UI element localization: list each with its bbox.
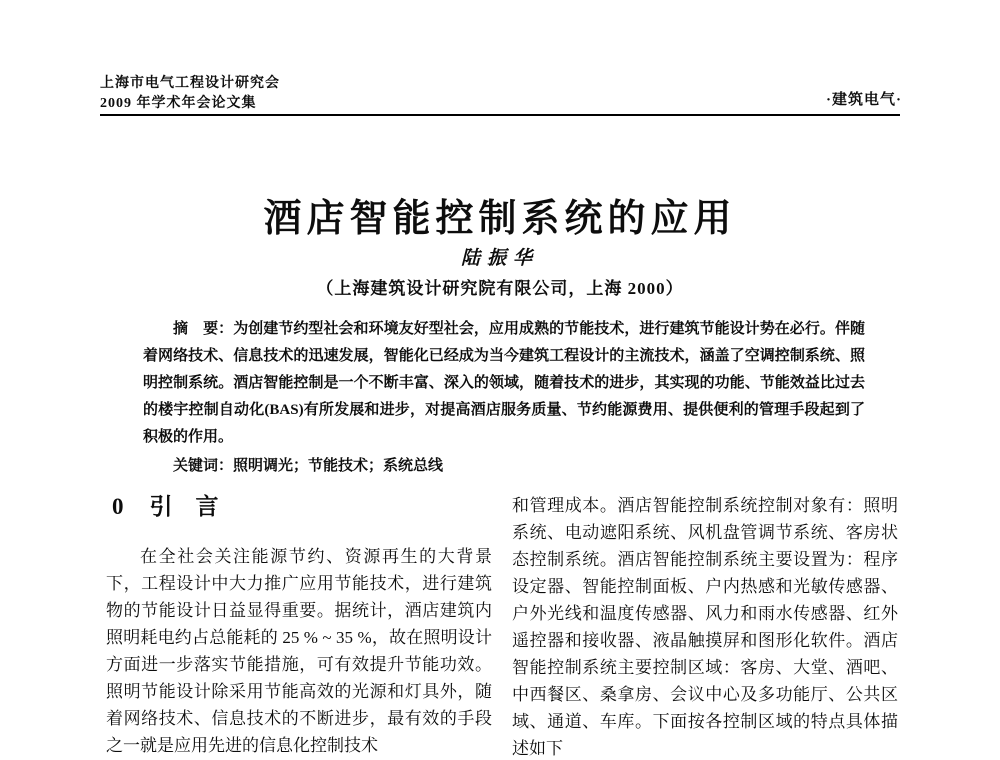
author-affiliation: （上海建筑设计研究院有限公司，上海 2000） — [316, 279, 684, 298]
conference-org: 上海市电气工程设计研究会 — [100, 76, 280, 91]
header-rule — [100, 114, 900, 116]
keywords-label: 关键词： — [173, 458, 234, 474]
section-number: 0 — [112, 494, 124, 519]
intro-paragraph-right: 和管理成本。酒店智能控制系统控制对象有：照明系统、电动遮阳系统、风机盘管调节系统、客房状态控制系统。酒店智能控制系统主要设置为：程序设定器、智能控制面板、户内热感和光敏传感器、户外光线和温度传感器、风力和雨水传感器、红外遥控器和接收器、液晶触摸屏和图形化软件。酒店智能控制系统主要控制区域：客房、大堂、酒吧、中西餐区、桑拿房、会议中心及多功能厅、公共区域、通道、车库。下面按各控制区域的特点具体描述如下 — [512, 496, 898, 758]
section-label: 引 言 — [149, 494, 219, 519]
keywords-line — [143, 453, 865, 480]
keywords-text: 照明调光；节能技术；系统总线 — [233, 458, 444, 474]
abstract-paragraph — [143, 316, 865, 451]
abstract-block — [143, 316, 865, 480]
conference-header — [100, 74, 280, 114]
author-name: 陆振华 — [460, 248, 539, 269]
intro-paragraph-left: 在全社会关注能源节约、资源再生的大背景下，工程设计中大力推广应用节能技术，进行建筑物的节能设计日益显得重要。据统计，酒店建筑内照明耗电约占总能耗的 25 % ~ 35 %，故在照明设计方面进一步落实节能措施，可有效提升节能功效。照明节能设计除采用节能高效的光源和灯具外，随着网络技术、信息技术的不断进步，最有效的手段之一就是应用先进的信息化控制技术 — [106, 547, 492, 755]
abstract-label: 摘 要： — [173, 321, 234, 337]
conference-proceedings: 2009 年学术年会论文集 — [100, 96, 257, 111]
left-column — [106, 492, 492, 759]
paper-title: 酒店智能控制系统的应用 — [263, 198, 737, 241]
abstract-text: 为创建节约型社会和环境友好型社会，应用成熟的节能技术，进行建筑节能设计势在必行。伴随着网络技术、信息技术的迅速发展，智能化已经成为当今建筑工程设计的主流技术，涵盖了空调控制系统、照明控制系统。酒店智能控制是一个不断丰富、深入的领域，随着技术的进步，其实现的功能、节能效益比过去的楼宇控制自动化(BAS)有所发展和进步，对提高酒店服务质量、节约能源费用、提供便利的管理手段起到了积极的作用。 — [143, 321, 865, 445]
section-heading-introduction — [112, 492, 492, 522]
column-category: ·建筑电气· — [825, 92, 902, 108]
right-column — [512, 492, 898, 760]
